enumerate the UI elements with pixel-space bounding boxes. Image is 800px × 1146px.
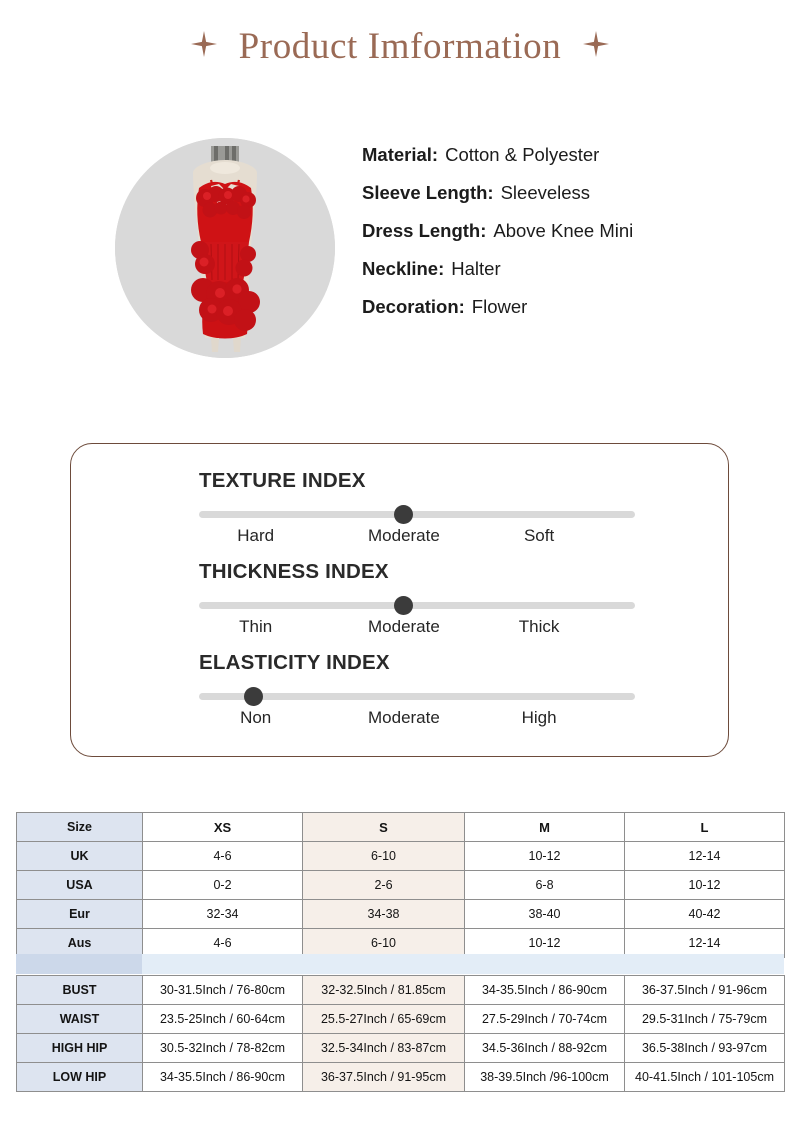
page-title-bar xyxy=(0,18,800,74)
dress-illustration xyxy=(115,138,335,358)
cell: 12-14 xyxy=(625,842,785,871)
cell: 27.5-29Inch / 70-74cm xyxy=(465,1005,625,1034)
thickness-index-labels xyxy=(199,617,635,643)
row-head-high-hip: HIGH HIP xyxy=(17,1034,143,1063)
table-row xyxy=(17,871,785,900)
texture-index-labels xyxy=(199,526,635,552)
size-conversion-table xyxy=(16,812,785,958)
spec-value: Flower xyxy=(471,296,528,317)
table-row xyxy=(17,842,785,871)
product-hero xyxy=(0,130,800,375)
cell: 32-34 xyxy=(143,900,303,929)
slider-label-high: High xyxy=(521,708,557,727)
cell: 32.5-34Inch / 83-87cm xyxy=(303,1034,465,1063)
spec-row-dress-length xyxy=(362,220,762,258)
cell: 40-42 xyxy=(625,900,785,929)
spec-value: Above Knee Mini xyxy=(493,220,634,241)
header-m: M xyxy=(465,813,625,842)
elasticity-index-group xyxy=(199,651,639,734)
product-photo xyxy=(115,138,335,358)
slider-label-low: Thin xyxy=(239,617,273,636)
row-head-waist: WAIST xyxy=(17,1005,143,1034)
cell: 29.5-31Inch / 75-79cm xyxy=(625,1005,785,1034)
four-point-star-icon-right xyxy=(583,31,609,62)
table-row xyxy=(17,976,785,1005)
slider-label-mid: Moderate xyxy=(367,617,440,636)
cell: 34-35.5Inch / 86-90cm xyxy=(465,976,625,1005)
elasticity-index-labels xyxy=(199,708,635,734)
spec-label: Dress Length: xyxy=(362,220,487,241)
body-measurement-table xyxy=(16,975,785,1092)
cell: 12-14 xyxy=(625,929,785,958)
spec-label: Sleeve Length: xyxy=(362,182,494,203)
cell: 25.5-27Inch / 65-69cm xyxy=(303,1005,465,1034)
table-row xyxy=(17,1034,785,1063)
index-panel xyxy=(70,443,729,757)
slider-label-mid: Moderate xyxy=(367,708,440,727)
slider-label-high: Soft xyxy=(523,526,555,545)
thickness-index-group xyxy=(199,560,639,643)
row-head: USA xyxy=(17,871,143,900)
cell: 34-38 xyxy=(303,900,465,929)
cell: 10-12 xyxy=(625,871,785,900)
cell: 10-12 xyxy=(465,842,625,871)
cell: 30-31.5Inch / 76-80cm xyxy=(143,976,303,1005)
slider-thumb[interactable] xyxy=(394,505,413,524)
table-header-row xyxy=(17,813,785,842)
texture-index-title: TEXTURE INDEX xyxy=(199,469,366,492)
header-s: S xyxy=(303,813,465,842)
elasticity-index-title: ELASTICITY INDEX xyxy=(199,651,390,674)
slider-label-low: Hard xyxy=(237,526,275,545)
cell: 6-8 xyxy=(465,871,625,900)
slider-track[interactable] xyxy=(199,693,635,700)
cell: 30.5-32Inch / 78-82cm xyxy=(143,1034,303,1063)
spec-row-neckline xyxy=(362,258,762,296)
cell: 0-2 xyxy=(143,871,303,900)
table-row xyxy=(17,1005,785,1034)
row-head-bust: BUST xyxy=(17,976,143,1005)
cell: 38-39.5Inch /96-100cm xyxy=(465,1063,625,1092)
cell: 32-32.5Inch / 81.85cm xyxy=(303,976,465,1005)
cell: 6-10 xyxy=(303,929,465,958)
spec-value: Sleeveless xyxy=(500,182,591,203)
row-head: UK xyxy=(17,842,143,871)
cell: 23.5-25Inch / 60-64cm xyxy=(143,1005,303,1034)
cell: 4-6 xyxy=(143,929,303,958)
spacer-cell-left xyxy=(16,954,142,974)
slider-label-high: Thick xyxy=(518,617,560,636)
spacer-cell-right xyxy=(142,954,784,974)
spec-row-material xyxy=(362,144,762,182)
four-point-star-icon-left xyxy=(191,31,217,62)
cell: 2-6 xyxy=(303,871,465,900)
spec-list xyxy=(362,144,762,334)
header-xs: XS xyxy=(143,813,303,842)
header-size: Size xyxy=(17,813,143,842)
texture-index-group xyxy=(199,469,639,552)
header-l: L xyxy=(625,813,785,842)
texture-index-slider[interactable] xyxy=(199,505,635,523)
thickness-index-slider[interactable] xyxy=(199,596,635,614)
cell: 34-35.5Inch / 86-90cm xyxy=(143,1063,303,1092)
slider-thumb[interactable] xyxy=(244,687,263,706)
cell: 36.5-38Inch / 93-97cm xyxy=(625,1034,785,1063)
spacer-row xyxy=(16,954,784,974)
slider-thumb[interactable] xyxy=(394,596,413,615)
table-row xyxy=(17,900,785,929)
row-head: Eur xyxy=(17,900,143,929)
cell: 34.5-36Inch / 88-92cm xyxy=(465,1034,625,1063)
elasticity-index-slider[interactable] xyxy=(199,687,635,705)
table-row xyxy=(17,1063,785,1092)
spec-row-sleeve-length xyxy=(362,182,762,220)
spec-value: Halter xyxy=(451,258,501,279)
slider-label-mid: Moderate xyxy=(367,526,440,545)
cell: 4-6 xyxy=(143,842,303,871)
row-head: Aus xyxy=(17,929,143,958)
spec-label: Material: xyxy=(362,144,439,165)
cell: 6-10 xyxy=(303,842,465,871)
cell: 36-37.5Inch / 91-95cm xyxy=(303,1063,465,1092)
cell: 38-40 xyxy=(465,900,625,929)
page-title: Product Imformation xyxy=(238,25,562,67)
slider-track[interactable] xyxy=(199,511,635,518)
spec-row-decoration xyxy=(362,296,762,334)
slider-track[interactable] xyxy=(199,602,635,609)
table-spacer-band xyxy=(16,954,784,974)
spec-label: Neckline: xyxy=(362,258,445,279)
cell: 40-41.5Inch / 101-105cm xyxy=(625,1063,785,1092)
row-head-low-hip: LOW HIP xyxy=(17,1063,143,1092)
slider-label-low: Non xyxy=(240,708,272,727)
spec-label: Decoration: xyxy=(362,296,465,317)
cell: 36-37.5Inch / 91-96cm xyxy=(625,976,785,1005)
spec-value: Cotton & Polyester xyxy=(445,144,600,165)
thickness-index-title: THICKNESS INDEX xyxy=(199,560,389,583)
cell: 10-12 xyxy=(465,929,625,958)
